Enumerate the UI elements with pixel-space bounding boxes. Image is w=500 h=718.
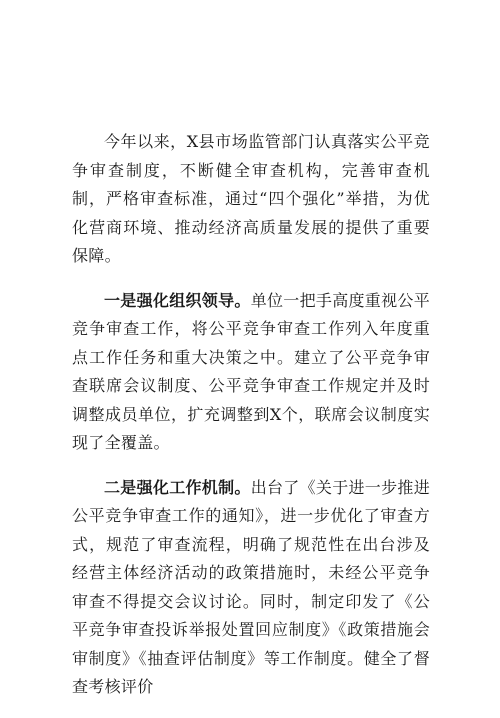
document-body	[72, 128, 430, 718]
paragraph-lead: 二是强化工作机制。	[104, 477, 251, 497]
paragraph-intro	[72, 128, 430, 271]
paragraph-mechanism	[72, 474, 430, 702]
paragraph-text: 单位一把手高度重视公平竞争审查工作，将公平竞争审查工作列入年度重点工作任务和重大决策之中。建立了公平竞争审查联席会议制度、公平竞争审查工作规定并及时调整成员单位，扩充调整到X个，联席会议制度实现了全覆盖。	[72, 290, 431, 452]
paragraph-text: 出台了《关于进一步推进公平竞争审查工作的通知》，进一步优化了审查方式，规范了审查流程，明确了规范性在出台涉及经营主体经济活动的政策措施时，未经公平竞争审查不得提交会议讨论。同时，制定印发了《公平竞争审查投诉举报处置回应制度》《政策措施会审制度》《抽查评估制度》等工作制度。健全了督查考核评价	[72, 477, 431, 696]
paragraph-organization	[72, 287, 430, 458]
paragraph-text: 今年以来，X县市场监管部门认真落实公平竞争审查制度，不断健全审查机构，完善审查机制，严格审查标准，通过“四个强化”举措，为优化营商环境、推动经济高质量发展的提供了重要保障。	[72, 132, 430, 265]
paragraph-lead: 一是强化组织领导。	[104, 290, 251, 310]
